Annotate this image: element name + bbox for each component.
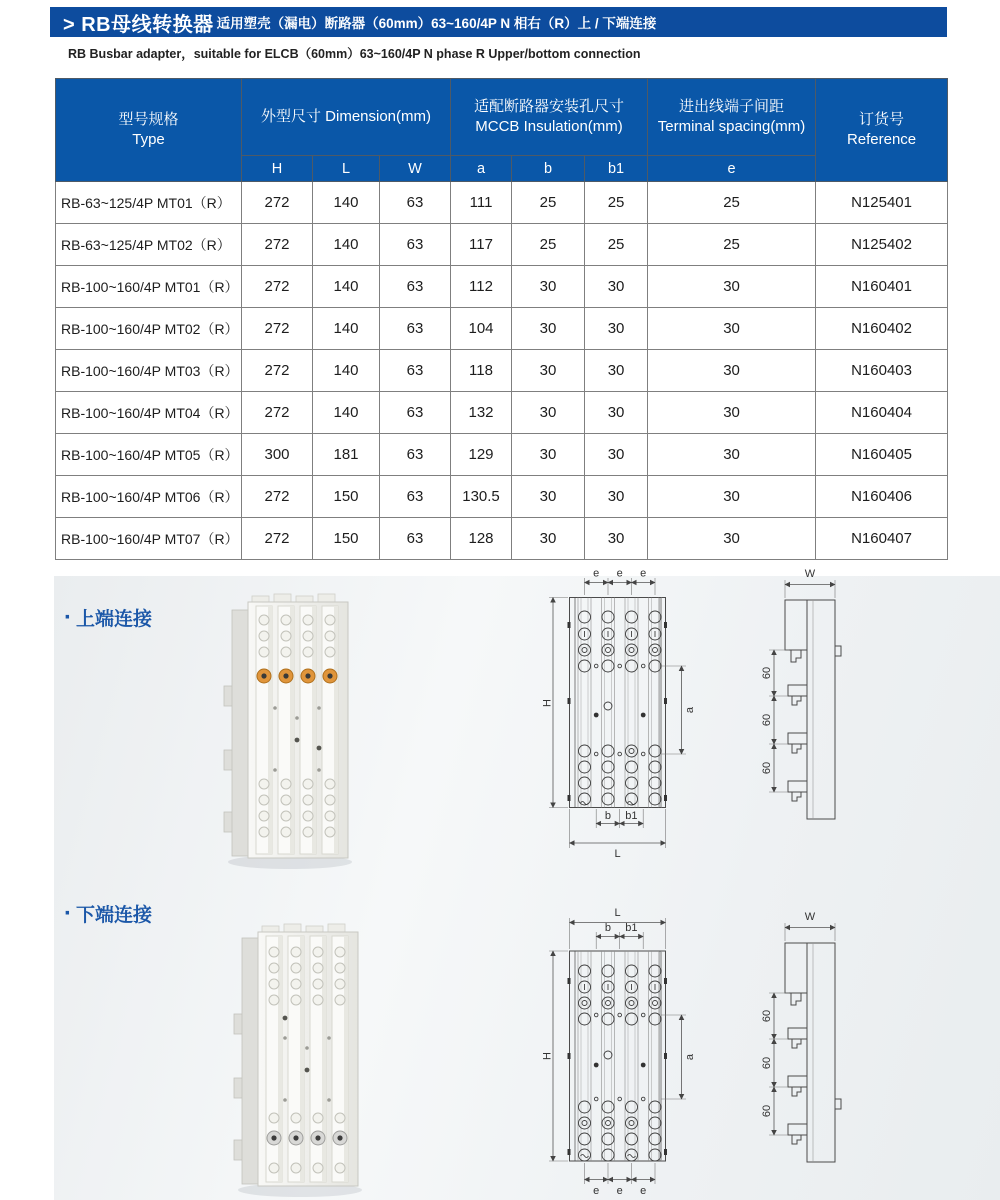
product-photo-bottom-connection [222,922,372,1200]
col-header-type-cn: 型号规格 [118,111,179,128]
col-header-reference [816,79,948,182]
dimension-lines [774,585,835,793]
reference-cell: N160407 [816,518,948,560]
col-header-terminal [648,79,816,156]
table-row [56,518,948,560]
col-header-type-en: Type [132,131,165,148]
dimension-labels [542,568,697,861]
page-subtitle-en: RB Busbar adapter，suitable for ELCB（60mm）63~160/4P N phase R Upper/bottom connection [68,47,641,61]
value-cell: 150 [313,476,380,518]
svg-text:b: b [604,810,611,822]
value-cell: 25 [648,182,816,224]
value-cell: 30 [648,518,816,560]
value-cell: 140 [313,392,380,434]
value-cell: 30 [585,308,648,350]
value-cell: 104 [451,308,512,350]
outline [785,600,841,819]
reference-cell: N160403 [816,350,948,392]
value-cell: 30 [512,350,585,392]
extension-lines [769,923,835,1135]
value-cell: 300 [242,434,313,476]
page-title: > RB母线转换器 [63,13,214,36]
table-row [56,224,948,266]
svg-text:e: e [640,567,647,580]
value-cell: 30 [585,392,648,434]
value-cell: 140 [313,308,380,350]
value-cell: 150 [313,518,380,560]
value-cell: 30 [585,266,648,308]
table-row [56,434,948,476]
mounting-flange [224,610,250,856]
col-header-mccb-cn: 适配断路器安装孔尺寸 [474,98,625,115]
value-cell: 140 [313,350,380,392]
subheader-a: a [451,156,512,182]
reference-cell: N160406 [816,476,948,518]
col-header-dimension [242,79,451,156]
value-cell: 117 [451,224,512,266]
value-cell: 111 [451,182,512,224]
reference-cell: N160405 [816,434,948,476]
value-cell: 272 [242,476,313,518]
section-label-text: 下端连接 [76,905,153,926]
value-cell: 25 [585,224,648,266]
value-cell: 30 [585,476,648,518]
table-header-group-row [56,79,948,156]
table-row [56,350,948,392]
value-cell: 63 [380,308,451,350]
value-cell: 132 [451,392,512,434]
value-cell: 140 [313,266,380,308]
type-cell: RB-100~160/4P MT03（R） [56,350,242,392]
squiggles [581,1155,636,1158]
value-cell: 181 [313,434,380,476]
value-cell: 30 [648,308,816,350]
svg-text:e: e [640,1185,647,1197]
front-view-bottom-connection [540,903,715,1200]
value-cell: 272 [242,308,313,350]
page-title-banner [50,7,947,37]
value-cell: 140 [313,224,380,266]
svg-text:a: a [684,1053,696,1061]
col-header-reference-cn: 订货号 [859,111,905,128]
front-view-top-connection [540,565,715,860]
subheader-W: W [380,156,451,182]
channel-lines [578,598,662,808]
reference-cell: N160404 [816,392,948,434]
col-header-type [56,79,242,182]
subheader-b1: b1 [585,156,648,182]
value-cell: 30 [512,518,585,560]
svg-text:60: 60 [761,1104,773,1118]
value-cell: 30 [512,308,585,350]
type-cell: RB-100~160/4P MT07（R） [56,518,242,560]
svg-text:b1: b1 [625,922,638,934]
bullet-icon: · [64,900,72,927]
value-cell: 118 [451,350,512,392]
table-row [56,392,948,434]
value-cell: 272 [242,224,313,266]
value-cell: 30 [648,392,816,434]
value-cell: 30 [585,518,648,560]
value-cell: 128 [451,518,512,560]
col-header-reference-en: Reference [846,131,917,148]
value-cell: 30 [585,350,648,392]
col-header-terminal-cn: 进出线端子间距 [679,98,785,115]
table-row [56,308,948,350]
value-cell: 30 [648,434,816,476]
outline [785,943,841,1162]
svg-text:e: e [593,1185,600,1197]
svg-text:L: L [614,907,621,919]
table-body [56,182,948,560]
value-cell: 63 [380,224,451,266]
value-cell: 30 [512,392,585,434]
dimension-lines [774,928,835,1136]
dimension-lines [553,923,682,1180]
svg-text:e: e [616,1185,623,1197]
value-cell: 272 [242,182,313,224]
col-header-dimension-label: 外型尺寸 Dimension(mm) [261,108,432,125]
value-cell: 63 [380,266,451,308]
subheader-L: L [313,156,380,182]
col-header-mccb-en: MCCB Insulation(mm) [475,118,623,135]
table-row [56,182,948,224]
svg-text:b1: b1 [625,810,638,822]
value-cell: 30 [585,434,648,476]
value-cell: 25 [512,182,585,224]
svg-text:e: e [616,567,623,580]
svg-text:e: e [593,567,600,580]
value-cell: 63 [380,392,451,434]
value-cell: 30 [648,476,816,518]
reference-cell: N160402 [816,308,948,350]
value-cell: 25 [512,224,585,266]
value-cell: 272 [242,392,313,434]
value-cell: 63 [380,350,451,392]
value-cell: 63 [380,434,451,476]
value-cell: 63 [380,518,451,560]
value-cell: 272 [242,350,313,392]
value-cell: 25 [648,224,816,266]
value-cell: 63 [380,182,451,224]
value-cell: 272 [242,266,313,308]
side-view-bottom-connection [755,903,940,1198]
type-cell: RB-100~160/4P MT02（R） [56,308,242,350]
svg-text:L: L [614,848,621,860]
value-cell: 30 [512,266,585,308]
side-view-top-connection [755,560,940,855]
svg-text:60: 60 [761,1056,773,1070]
svg-text:W: W [804,911,816,923]
page-title-detail: 适用塑壳（漏电）断路器（60mm）63~160/4P N 相右（R）上 / 下端连接 [216,16,657,31]
extension-lines [769,580,835,792]
product-photo-top-connection [212,588,362,873]
channel-lines [578,951,662,1161]
subheader-H: H [242,156,313,182]
svg-text:60: 60 [761,666,773,680]
subheader-b: b [512,156,585,182]
svg-text:b: b [604,922,611,934]
bullet-icon: · [64,604,72,631]
type-cell: RB-63~125/4P MT02（R） [56,224,242,266]
section-label-top-connection [64,604,152,631]
type-cell: RB-100~160/4P MT06（R） [56,476,242,518]
mounting-flange [234,938,260,1184]
svg-text:60: 60 [761,713,773,727]
type-cell: RB-100~160/4P MT04（R） [56,392,242,434]
value-cell: 140 [313,182,380,224]
reference-cell: N125401 [816,182,948,224]
value-cell: 25 [585,182,648,224]
value-cell: 30 [648,266,816,308]
type-cell: RB-100~160/4P MT01（R） [56,266,242,308]
value-cell: 112 [451,266,512,308]
svg-text:W: W [804,568,816,580]
value-cell: 129 [451,434,512,476]
type-cell: RB-100~160/4P MT05（R） [56,434,242,476]
svg-text:H: H [541,699,554,707]
dimension-lines [553,583,682,844]
table-row [56,476,948,518]
value-cell: 30 [512,476,585,518]
subheader-e: e [648,156,816,182]
svg-text:a: a [684,706,696,714]
section-label-text: 上端连接 [76,609,153,630]
value-cell: 272 [242,518,313,560]
value-cell: 63 [380,476,451,518]
value-cell: 30 [512,434,585,476]
value-cell: 30 [648,350,816,392]
col-header-mccb [451,79,648,156]
table-row [56,266,948,308]
value-cell: 130.5 [451,476,512,518]
svg-text:60: 60 [761,761,773,775]
svg-text:60: 60 [761,1009,773,1023]
section-label-bottom-connection [64,900,152,927]
type-cell: RB-63~125/4P MT01（R） [56,182,242,224]
spec-table [55,78,948,560]
reference-cell: N160401 [816,266,948,308]
reference-cell: N125402 [816,224,948,266]
svg-text:H: H [541,1052,554,1060]
col-header-terminal-en: Terminal spacing(mm) [657,118,806,135]
